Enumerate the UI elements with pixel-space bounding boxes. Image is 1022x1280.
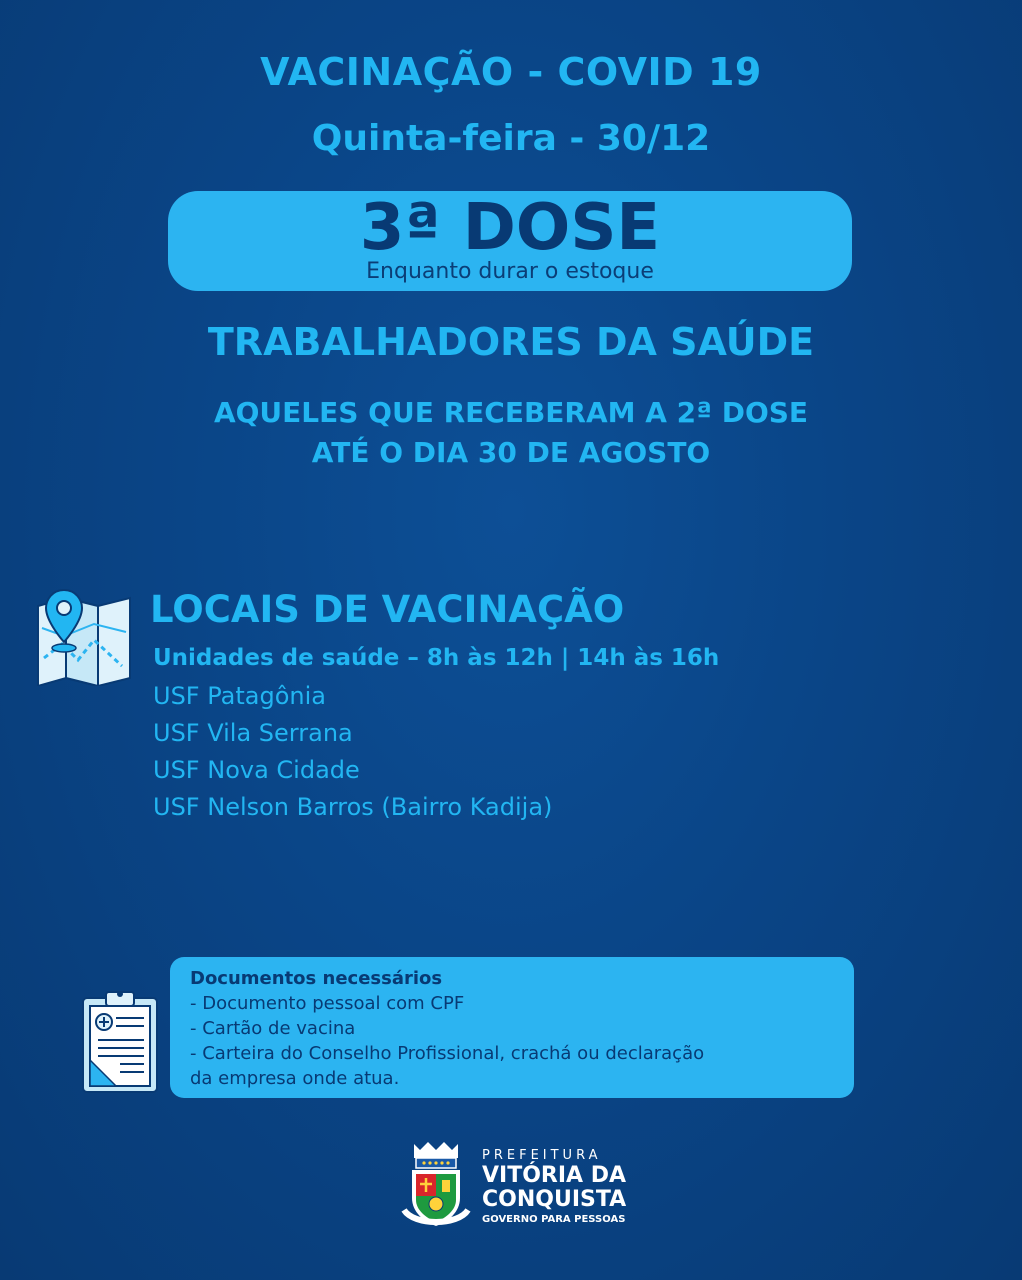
locations-list <box>153 678 552 826</box>
list-item: USF Vila Serrana <box>153 719 353 747</box>
list-item: - Cartão de vacina <box>190 1018 356 1039</box>
opening-hours: Unidades de saúde – 8h às 12h | 14h às 16h <box>153 645 720 671</box>
page-title: VACINAÇÃO - COVID 19 <box>260 50 762 94</box>
list-item: USF Nova Cidade <box>153 756 360 784</box>
date-subtitle: Quinta-feira - 30/12 <box>311 118 711 159</box>
dose-label: 3ª DOSE <box>359 191 661 265</box>
list-item: - Carteira do Conselho Profissional, crachá ou declaração <box>190 1043 705 1064</box>
criteria-line-2: ATÉ O DIA 30 DE AGOSTO <box>311 436 711 469</box>
logo-city-line2: CONQUISTA <box>482 1187 627 1212</box>
map-pin-icon <box>34 588 134 686</box>
list-item: USF Patagônia <box>153 682 326 710</box>
logo-slogan: GOVERNO PARA PESSOAS <box>482 1214 626 1225</box>
list-item: da empresa onde atua. <box>190 1068 400 1089</box>
list-item: - Documento pessoal com CPF <box>190 993 465 1014</box>
documents-list <box>190 991 704 1091</box>
dose-note: Enquanto durar o estoque <box>366 259 654 284</box>
criteria-line-1: AQUELES QUE RECEBERAM A 2ª DOSE <box>213 396 809 429</box>
target-group-heading: TRABALHADORES DA SAÚDE <box>207 320 815 364</box>
clipboard-icon <box>80 988 160 1094</box>
city-crest-icon <box>396 1140 476 1230</box>
logo-city-line1: VITÓRIA DA <box>482 1163 627 1188</box>
locations-heading: LOCAIS DE VACINAÇÃO <box>150 588 625 631</box>
dose-banner <box>168 191 852 291</box>
list-item: USF Nelson Barros (Bairro Kadija) <box>153 793 553 821</box>
city-name <box>482 1148 626 1228</box>
logo-prefeitura: PREFEITURA <box>482 1148 602 1163</box>
documents-box <box>170 957 854 1098</box>
city-logo <box>396 1140 636 1230</box>
documents-title: Documentos necessários <box>190 968 443 989</box>
